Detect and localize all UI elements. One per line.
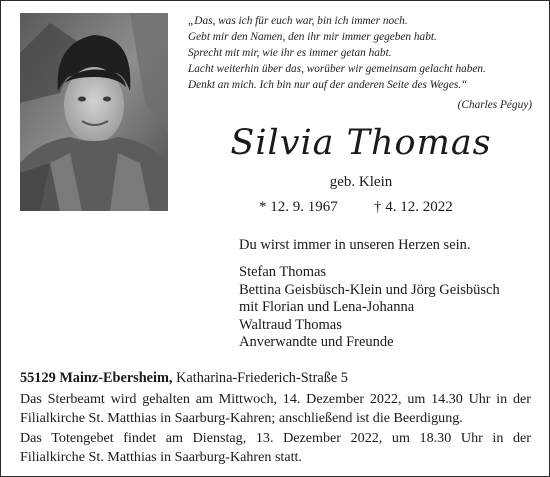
mourners-list	[239, 264, 500, 352]
quote-line: Gebt mir den Namen, den ihr mir immer gegeben habt.	[188, 31, 437, 43]
quote-line: „Das, was ich für euch war, bin ich immer noch.	[188, 15, 408, 27]
portrait-photo	[20, 13, 168, 211]
paragraph-line: Filialkirche St. Matthias in Saarburg-Kahren statt.	[20, 448, 302, 465]
quote-line: Sprecht mit mir, wie ihr es immer getan habt.	[188, 47, 392, 59]
mourner-item: Anverwandte und Freunde	[239, 334, 394, 350]
motto: Du wirst immer in unseren Herzen sein.	[239, 237, 471, 253]
maiden-name: geb. Klein	[329, 174, 393, 190]
funeral-mass-paragraph	[20, 390, 531, 427]
address-line	[20, 370, 348, 387]
address-street: Katharina-Friederich-Straße 5	[176, 370, 348, 386]
mourner-item: Stefan Thomas	[239, 264, 327, 280]
paragraph-line: Filialkirche St. Matthias in Saarburg-Kahren; anschließend ist die Beerdigung.	[20, 409, 463, 426]
mourner-item: Bettina Geisbüsch-Klein und Jörg Geisbüsch	[239, 281, 500, 298]
paragraph-line: Das Sterbeamt wird gehalten am Mittwoch, 14. Dezember 2022, um 14.30 Uhr in der	[20, 391, 531, 407]
birth-date: * 12. 9. 1967	[259, 199, 338, 215]
prayer-paragraph	[20, 429, 531, 466]
deceased-name: Silvia Thomas	[230, 123, 492, 163]
paragraph-line: Das Totengebet findet am Dienstag, 13. Dezember 2022, um 18.30 Uhr in der	[20, 430, 531, 446]
address-city: 55129 Mainz-Ebersheim,	[20, 370, 173, 386]
death-date: † 4. 12. 2022	[374, 199, 453, 215]
quote-line: Denkt an mich. Ich bin nur auf der anderen Seite des Weges.“	[188, 79, 468, 91]
quote-author: (Charles Péguy)	[457, 99, 532, 111]
mourner-item: mit Florian und Lena-Johanna	[239, 299, 415, 315]
quote-line: Lacht weiterhin über das, worüber wir gemeinsam gelacht haben.	[188, 63, 486, 75]
quote-block	[188, 13, 538, 113]
mourner-item: Waltraud Thomas	[239, 316, 342, 333]
